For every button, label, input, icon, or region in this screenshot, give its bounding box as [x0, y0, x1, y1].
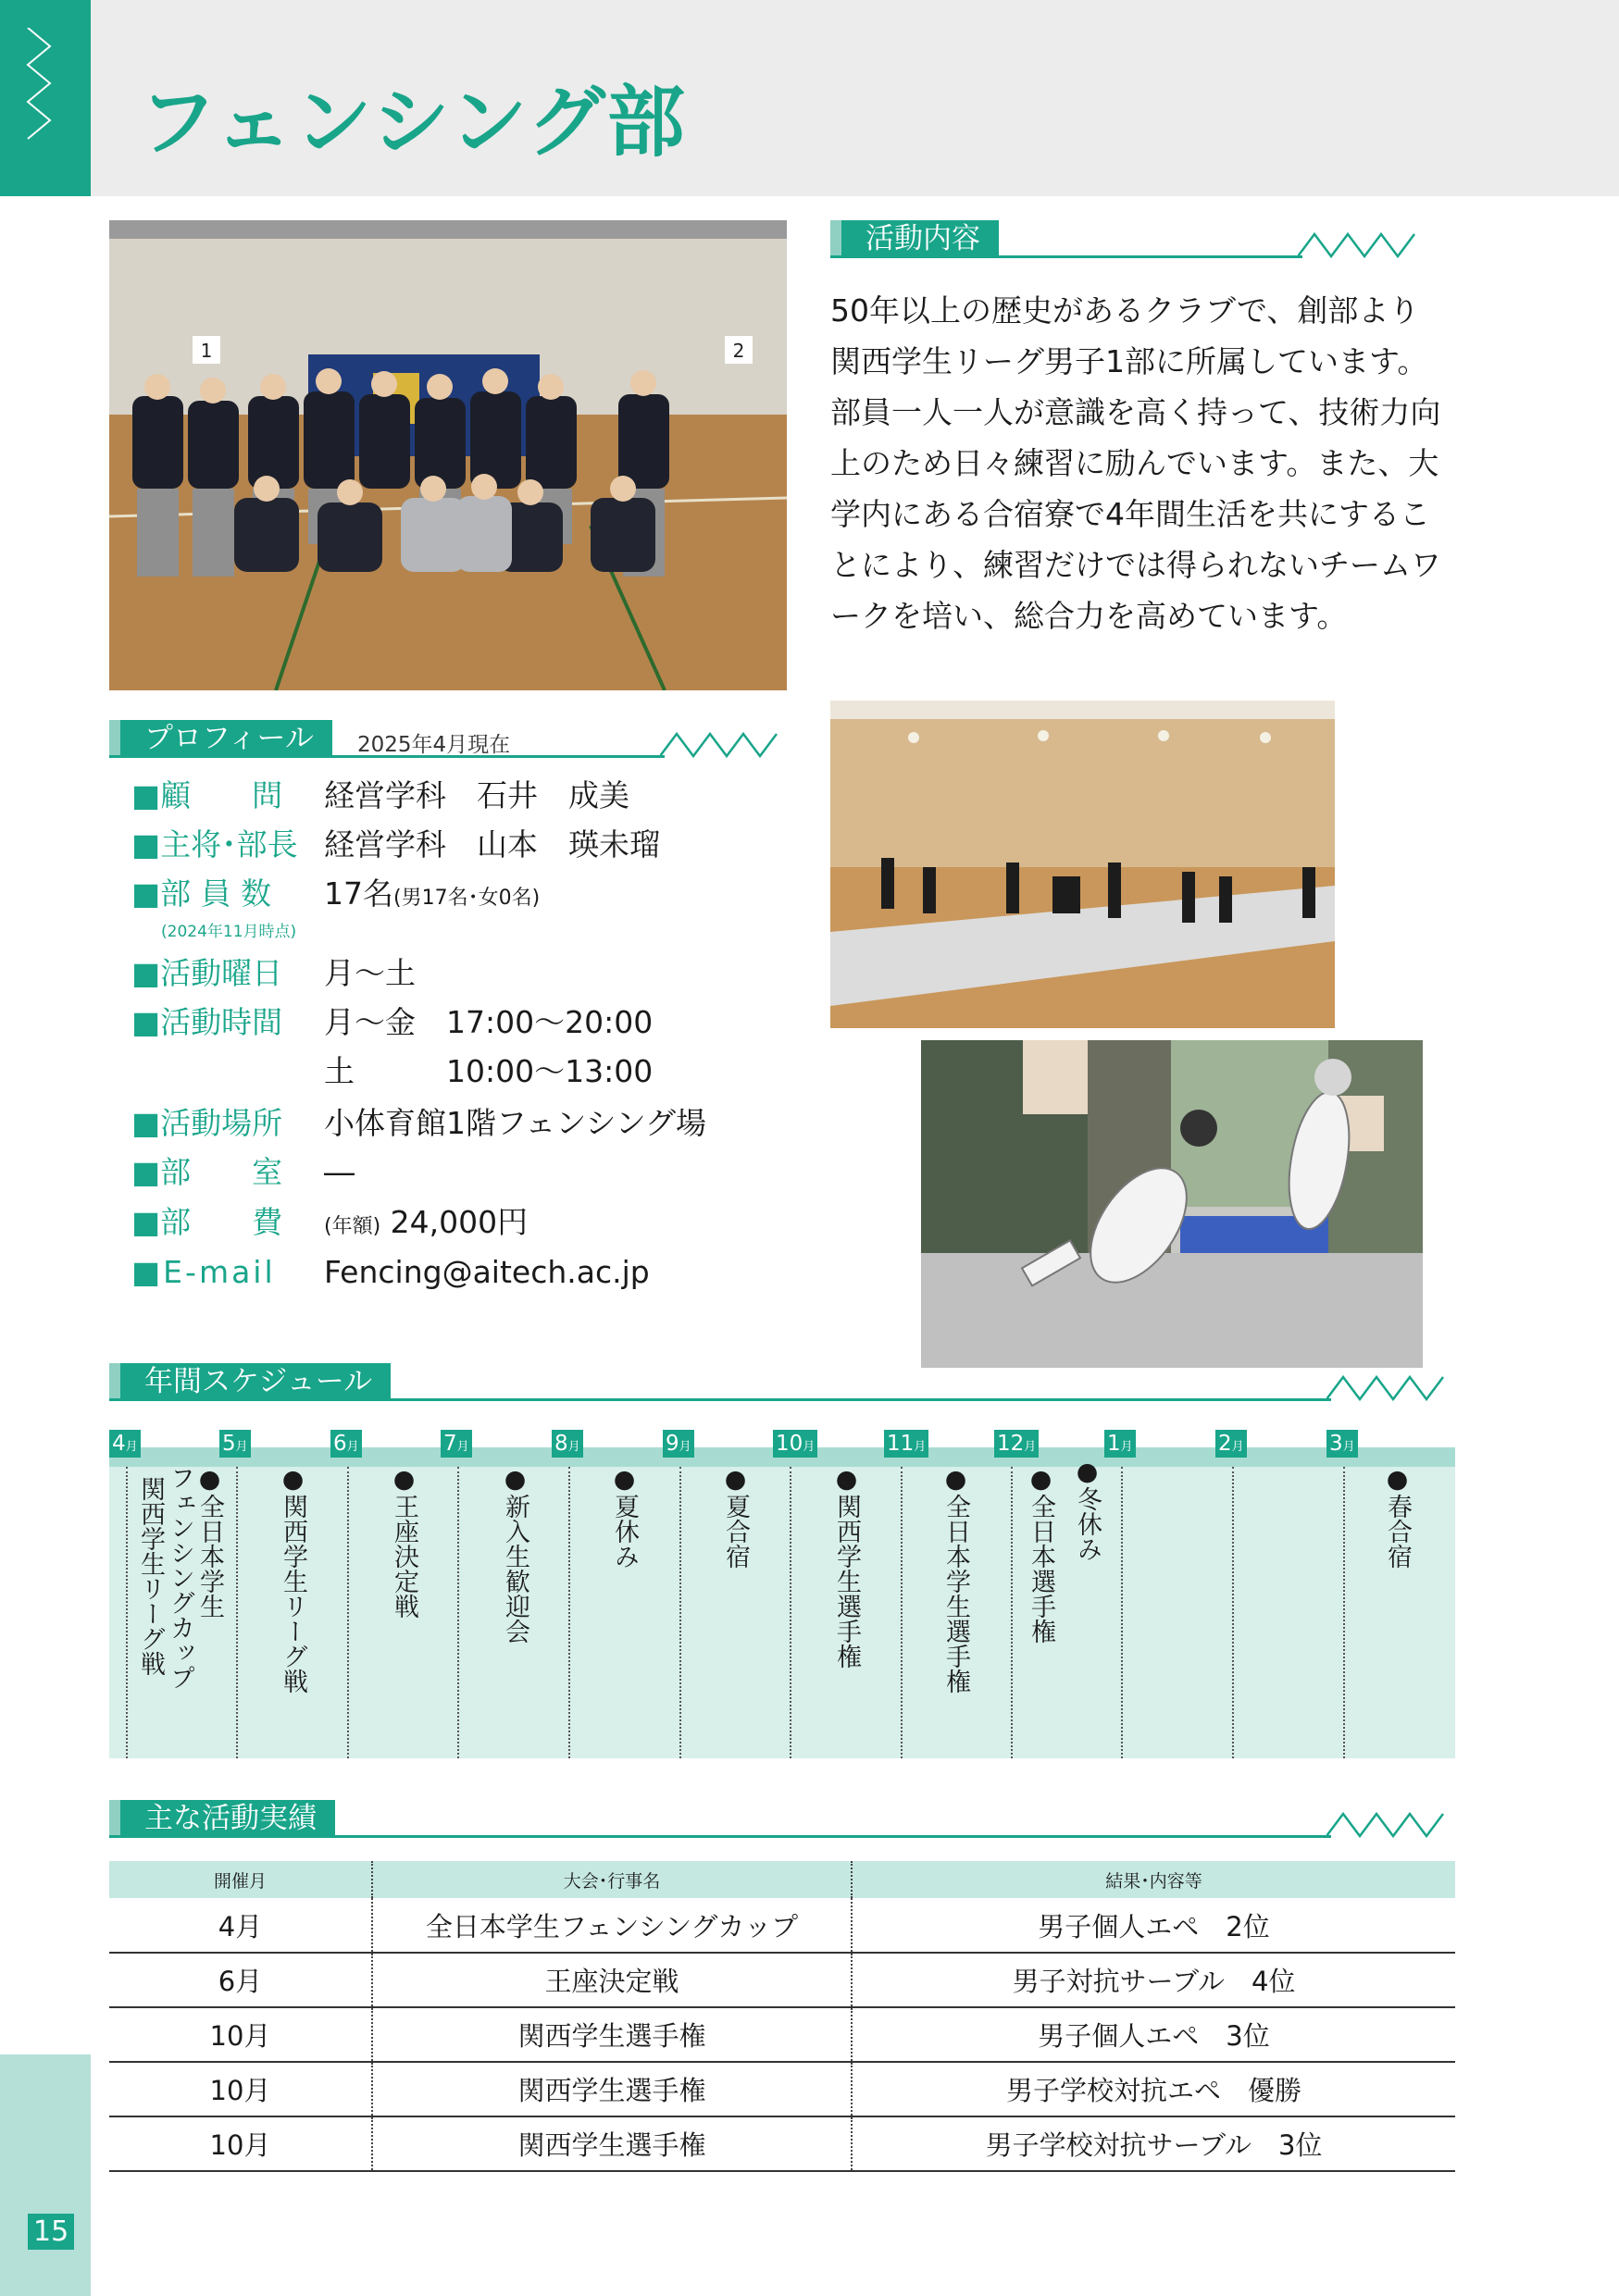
cell-month: 6月: [109, 1953, 372, 2007]
fee-amount: 24,000円: [380, 1204, 529, 1240]
results-section-header: [109, 1800, 1455, 1837]
schedule-event: ●全日本選手権: [1027, 1465, 1055, 1644]
table-row: [109, 1898, 1455, 1953]
profile-value: 土 10:00〜13:00: [324, 1053, 654, 1089]
cell-event: 王座決定戦: [372, 1953, 852, 2007]
cell-result: 男子対抗サーブル 4位: [852, 1953, 1455, 2007]
schedule-event: ●関西学生リーグ戦: [279, 1465, 307, 1694]
month-tag-may: 5月: [219, 1430, 251, 1458]
month-tag-aug: 8月: [552, 1430, 583, 1458]
cell-month: 10月: [109, 2116, 372, 2171]
bout-photo: [921, 1040, 1423, 1368]
table-row: [109, 2116, 1455, 2171]
month-tag-nov: 11月: [884, 1430, 928, 1458]
profile-value: [324, 875, 540, 917]
schedule-event: ●新入生歓迎会: [501, 1465, 529, 1644]
results-table: [109, 1861, 1455, 2172]
activity-section-header: [830, 220, 1441, 257]
month-tag-jan: 1月: [1104, 1430, 1136, 1458]
month-tag-oct: 10月: [773, 1430, 817, 1458]
profile-label: ■E-mail: [131, 1254, 276, 1290]
schedule-event: ●春合宿: [1383, 1465, 1412, 1569]
cell-event: 全日本学生フェンシングカップ: [372, 1898, 852, 1953]
table-row: [109, 2062, 1455, 2116]
bout-photo-illustration: [921, 1040, 1423, 1368]
month-tag-feb: 2月: [1215, 1430, 1247, 1458]
zigzag-decoration-icon: [20, 28, 57, 167]
month-tag-mar: 3月: [1326, 1430, 1358, 1458]
schedule-heading: 年間スケジュール: [109, 1363, 391, 1400]
column-header-month: 開催月: [109, 1861, 372, 1898]
schedule-section-header: [109, 1363, 1455, 1400]
footer-accent-strip: [0, 2054, 91, 2296]
email-link[interactable]: Fencing@aitech.ac.jp: [324, 1254, 650, 1290]
table-row: [109, 1953, 1455, 2007]
fee-period: (年額): [324, 1215, 381, 1238]
cell-result: 男子個人エペ 2位: [852, 1898, 1455, 1953]
schedule-event: ●全日本学生 フェンシングカップ: [166, 1465, 224, 1690]
profile-label: ■活動曜日: [131, 955, 283, 991]
banner-number-1: 1: [200, 340, 213, 362]
page-number: 15: [28, 2214, 74, 2250]
month-tag-jul: 7月: [441, 1430, 472, 1458]
cell-event: 関西学生選手権: [372, 2062, 852, 2116]
zigzag-icon: [1326, 1811, 1456, 1839]
table-header-row: [109, 1861, 1455, 1898]
banner-number-2: 2: [732, 340, 745, 362]
profile-value: ―: [324, 1154, 355, 1190]
schedule-event: ●全日本学生選手権: [941, 1465, 970, 1694]
month-tag-apr: 4月: [109, 1430, 141, 1458]
cell-result: 男子個人エペ 3位: [852, 2007, 1455, 2062]
schedule-event: 関西学生リーグ戦: [136, 1476, 165, 1676]
page-title: フェンシング部: [139, 77, 687, 168]
table-row: [109, 2007, 1455, 2062]
profile-label: ■主将･部長: [131, 826, 298, 863]
profile-value: 月〜土: [324, 955, 416, 991]
profile-heading: プロフィール: [109, 720, 332, 757]
profile-value: 経営学科 山本 瑛未瑠: [324, 826, 660, 863]
cell-event: 関西学生選手権: [372, 2007, 852, 2062]
month-tag-jun: 6月: [330, 1430, 362, 1458]
schedule-event: ●王座決定戦: [390, 1465, 418, 1619]
member-count: 17名: [324, 875, 393, 912]
schedule-column: [109, 1467, 128, 1758]
cell-event: 関西学生選手権: [372, 2116, 852, 2171]
member-breakdown: (男17名･女0名): [393, 887, 541, 910]
schedule-event: ●夏休み: [610, 1465, 639, 1569]
schedule-event: ●関西学生選手権: [832, 1465, 861, 1669]
month-tag-dec: 12月: [994, 1430, 1039, 1458]
profile-label: ■顧 問: [131, 777, 283, 813]
team-photo-illustration: [109, 220, 787, 690]
profile-label: ■部 費: [131, 1204, 283, 1240]
month-tag-sep: 9月: [663, 1430, 694, 1458]
cell-month: 4月: [109, 1898, 372, 1953]
activity-description: 50年以上の歴史があるクラブで、創部より関西学生リーグ男子1部に所属しています。部員一人一人が意識を高く持って、技術力向上のため日々練習に励んでいます。また、大学内にある合宿寮で4年間生活を共にすることにより、練習だけでは得られないチームワークを培い、総合力を高めています。: [830, 292, 1441, 634]
schedule-event: ●冬休み: [1073, 1458, 1102, 1561]
column-header-event: 大会･行事名: [372, 1861, 852, 1898]
profile-label: ■活動時間: [131, 1004, 283, 1040]
practice-photo: [830, 701, 1335, 1028]
profile-label: ■活動場所: [131, 1105, 283, 1141]
profile-value: [324, 1204, 528, 1246]
profile-label: ■部 員 数: [131, 875, 272, 912]
profile-value: 小体育館1階フェンシング場: [324, 1105, 707, 1141]
profile-value: 月〜金 17:00〜20:00: [324, 1004, 654, 1040]
profile-value: 経営学科 石井 成美: [324, 777, 629, 813]
zigzag-icon: [1298, 231, 1427, 259]
schedule-event: ●夏合宿: [721, 1465, 750, 1569]
cell-result: 男子学校対抗エペ 優勝: [852, 2062, 1455, 2116]
schedule-column: [1234, 1467, 1345, 1758]
members-count-note: (2024年11月時点): [161, 923, 297, 941]
practice-photo-illustration: [830, 701, 1335, 1028]
annual-schedule: [109, 1430, 1455, 1758]
activity-heading: 活動内容: [830, 220, 999, 257]
zigzag-icon: [1326, 1374, 1456, 1402]
column-header-result: 結果･内容等: [852, 1861, 1455, 1898]
cell-month: 10月: [109, 2062, 372, 2116]
profile-as-of-date: 2025年4月現在: [357, 733, 511, 757]
zigzag-icon: [660, 731, 790, 759]
cell-month: 10月: [109, 2007, 372, 2062]
cell-result: 男子学校対抗サーブル 3位: [852, 2116, 1455, 2171]
team-photo: [109, 220, 787, 690]
schedule-column: [1123, 1467, 1234, 1758]
profile-label: ■部 室: [131, 1154, 283, 1190]
results-heading: 主な活動実績: [109, 1800, 335, 1837]
